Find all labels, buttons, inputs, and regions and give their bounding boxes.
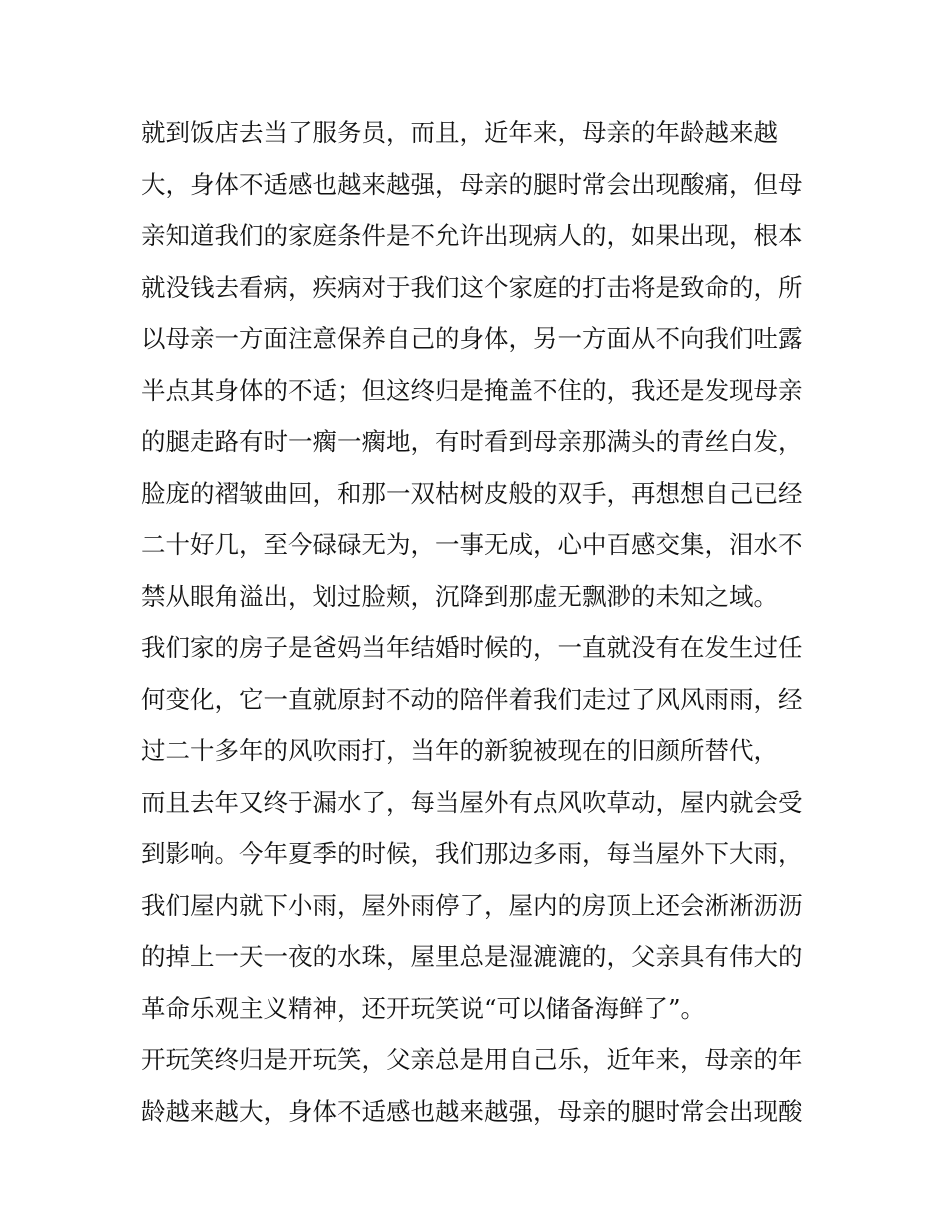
text-line: 以母亲一方面注意保养自己的身体，另一方面从不向我们吐露 <box>141 324 803 353</box>
paragraph-3 <box>141 1034 821 1137</box>
text-line: 革命乐观主义精神，还开玩笑说“可以储备海鲜了”。 <box>141 993 706 1023</box>
text-line: 过二十多年的风吹雨打，当年的新貌被现在的旧颜所替代， <box>141 736 778 765</box>
text-line: 半点其身体的不适；但这终归是掩盖不住的，我还是发现母亲 <box>141 375 803 405</box>
text-line: 而且去年又终于漏水了，每当屋外有点风吹草动，屋内就会受 <box>141 787 803 817</box>
text-line: 脸庞的褶皱曲回，和那一双枯树皮般的双手，再想想自己已经 <box>141 478 803 508</box>
document-body <box>141 107 821 1137</box>
text-line: 就到饭店去当了服务员，而且，近年来，母亲的年龄越来越 <box>141 118 778 147</box>
text-line: 的腿走路有时一瘸一瘸地，有时看到母亲那满头的青丝白发， <box>141 427 803 456</box>
text-line: 我们家的房子是爸妈当年结婚时候的，一直就没有在发生过任 <box>141 633 803 662</box>
text-line: 就没钱去看病，疾病对于我们这个家庭的打击将是致命的，所 <box>141 272 803 302</box>
text-line: 大，身体不适感也越来越强，母亲的腿时常会出现酸痛，但母 <box>141 169 803 199</box>
text-line: 禁从眼角溢出，划过脸颊，沉降到那虚无飘渺的未知之域。 <box>141 581 778 611</box>
text-line: 亲知道我们的家庭条件是不允许出现病人的，如果出现，根本 <box>141 221 803 250</box>
paragraph-1 <box>141 107 821 622</box>
paragraph-2 <box>141 622 821 1034</box>
text-line: 到影响。今年夏季的时候，我们那边多雨，每当屋外下大雨， <box>141 839 803 868</box>
text-line: 二十好几，至今碌碌无为，一事无成，心中百感交集，泪水不 <box>141 530 803 559</box>
text-line: 我们屋内就下小雨，屋外雨停了，屋内的房顶上还会淅淅沥沥 <box>141 890 803 920</box>
text-line: 的掉上一天一夜的水珠，屋里总是湿漉漉的，父亲具有伟大的 <box>141 942 803 971</box>
text-line: 开玩笑终归是开玩笑，父亲总是用自己乐，近年来，母亲的年 <box>141 1045 803 1074</box>
text-line: 龄越来越大，身体不适感也越来越强，母亲的腿时常会出现酸 <box>141 1096 803 1126</box>
text-line: 何变化，它一直就原封不动的陪伴着我们走过了风风雨雨，经 <box>141 684 803 714</box>
